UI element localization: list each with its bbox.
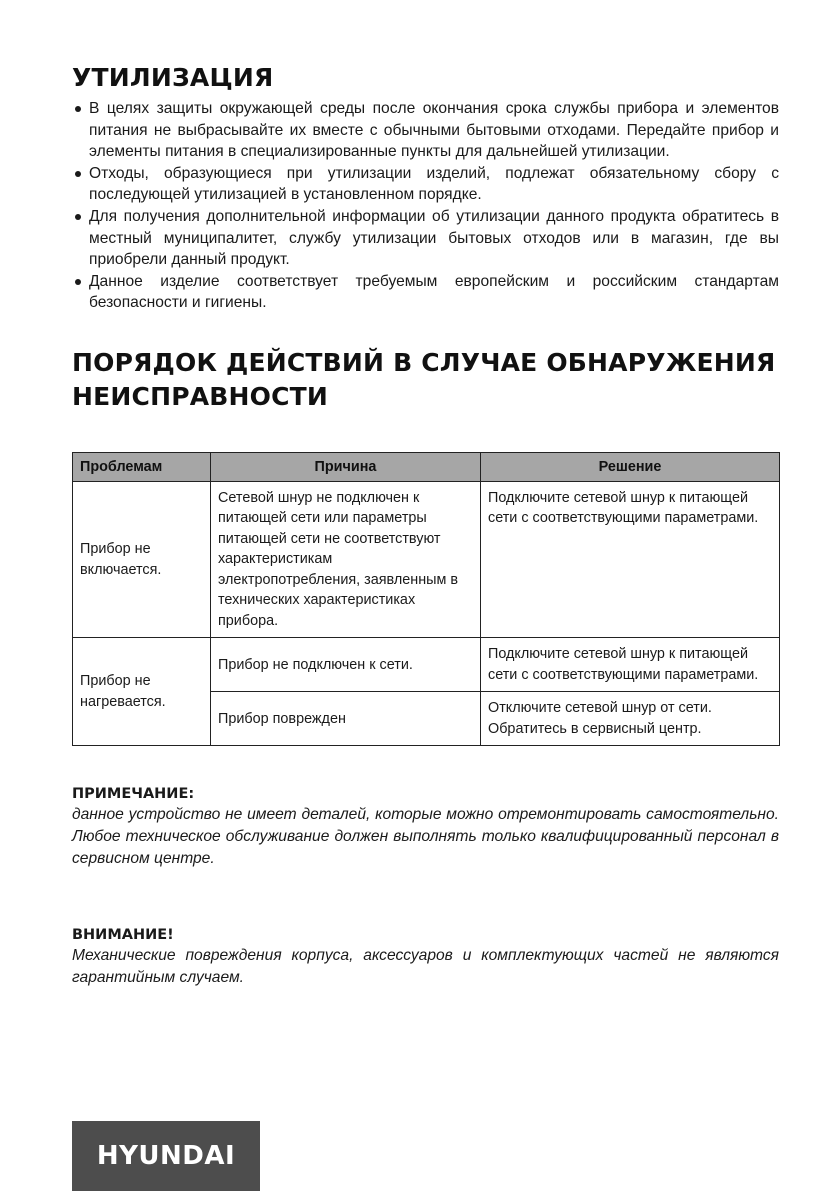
problem-cell: Прибор не включается. xyxy=(73,481,211,638)
note-heading: ПРИМЕЧАНИЕ: xyxy=(72,786,195,803)
list-item: В целях защиты окружающей среды после окончания срока службы прибора и элементов питания не выбрасывайте их вместе с обычными бытовыми отходами. Передайте прибор и элементы питания в специализированные пункты для дальнейшей утилизации. xyxy=(72,98,779,163)
list-item: Для получения дополнительной информации об утилизации данного продукта обратитесь в местный муниципалитет, службу утилизации бытовых отходов или в магазин, где вы приобрели данный продукт. xyxy=(72,206,779,271)
list-item: Данное изделие соответствует требуемым европейским и российским стандартам безопасности и гигиены. xyxy=(72,271,779,314)
troubleshooting-title: ПОРЯДОК ДЕЙСТВИЙ В СЛУЧАЕ ОБНАРУЖЕНИЯ НЕИСПРАВНОСТИ xyxy=(72,347,776,411)
solution-cell: Отключите сетевой шнур от сети. Обратитесь в сервисный центр. xyxy=(481,692,780,746)
page-content xyxy=(72,62,779,989)
attention-text: Механические повреждения корпуса, аксессуаров и комплектующих частей не являются гарантийным случаем. xyxy=(72,947,779,987)
note-text: данное устройство не имеет деталей, которые можно отремонтировать самостоятельно. Любое техническое обслуживание должен выполнять только квалифицированный персонал в сервисном центре. xyxy=(72,806,779,868)
disposal-list xyxy=(72,98,779,314)
table-row xyxy=(73,481,780,638)
disposal-title: УТИЛИЗАЦИЯ xyxy=(72,63,274,92)
cause-cell: Сетевой шнур не подключен к питающей сети или параметры питающей сети не соответствуют характеристикам электропотребления, заявленным в технических характеристиках прибора. xyxy=(211,481,481,638)
attention-heading: ВНИМАНИЕ! xyxy=(72,927,174,944)
cause-cell: Прибор поврежден xyxy=(211,692,481,746)
solution-cell: Подключите сетевой шнур к питающей сети с соответствующими параметрами. xyxy=(481,638,780,692)
header-cause: Причина xyxy=(211,452,481,481)
solution-cell: Подключите сетевой шнур к питающей сети с соответствующими параметрами. xyxy=(481,481,780,638)
troubleshooting-table xyxy=(72,452,780,747)
logo-text: HYUNDAI xyxy=(96,1141,236,1171)
table-row xyxy=(73,638,780,692)
header-problem: Проблемам xyxy=(73,452,211,481)
cause-cell: Прибор не подключен к сети. xyxy=(211,638,481,692)
list-item: Отходы, образующиеся при утилизации изделий, подлежат обязательному сбору с последующей утилизацией в установленном порядке. xyxy=(72,163,779,206)
table-header-row xyxy=(73,452,780,481)
header-solution: Решение xyxy=(481,452,780,481)
brand-logo xyxy=(72,1121,260,1191)
problem-cell: Прибор не нагревается. xyxy=(73,638,211,746)
